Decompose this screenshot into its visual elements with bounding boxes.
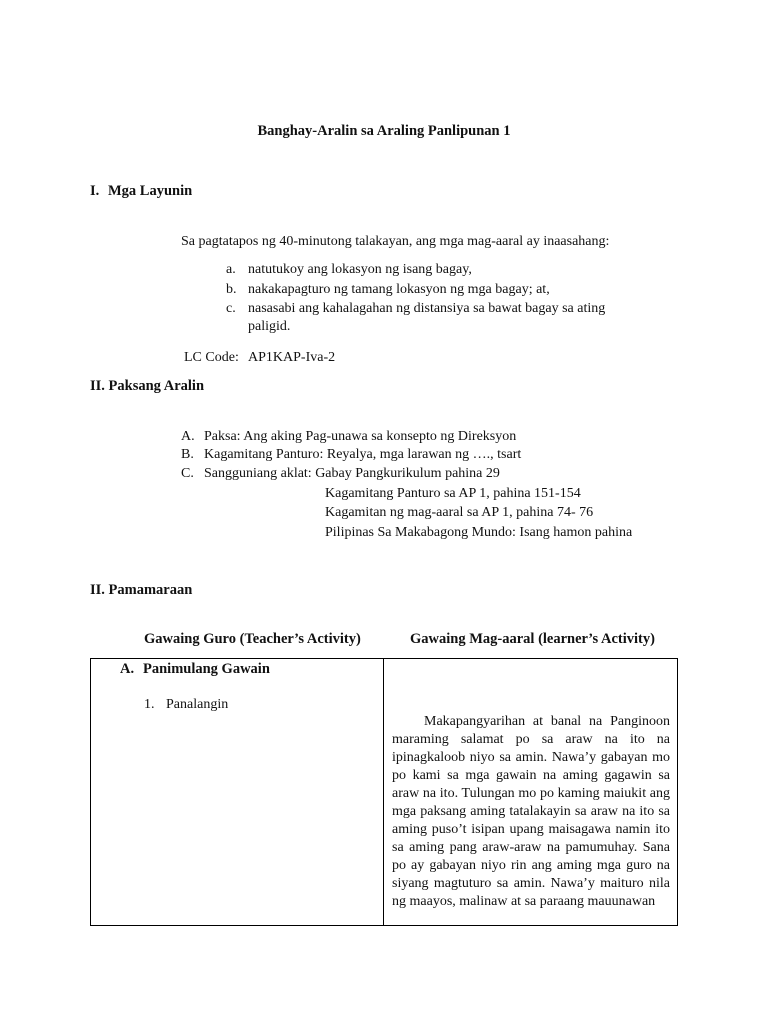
topic-marker-a: A. bbox=[181, 429, 195, 444]
topic-marker-b: B. bbox=[181, 447, 194, 462]
section-1-numeral: I. bbox=[90, 183, 100, 199]
prayer-text: Makapangyarihan at banal na Panginoon maraming salamat po sa araw na ito na ipinagkaloob niyo sa amin. Nawa’y gabayan mo po kami sa mga gawain na aming gagawin sa araw na ito. Tulungan mo po kaming maiukit ang mga paksang aming tatalakayin sa araw na ito sa aming puso’t isipan upang maisagawa namin ito sa aming pang araw-araw na pamumuhay. Sana po ay gabayan niyo rin ang aming mga guro na siyang magtuturo sa amin. Nawa’y maituro nila ng maayos, malinaw at sa paraang mauunawan bbox=[392, 714, 670, 909]
reference-2: Kagamitan ng mag-aaral sa AP 1, pahina 74- 76 bbox=[325, 505, 594, 520]
step-1-label: Panalangin bbox=[166, 697, 229, 712]
part-a-heading: Panimulang Gawain bbox=[143, 661, 270, 677]
objective-c: nasasabi ang kahalagahan ng distansiya sa bawat bagay sa ating bbox=[248, 301, 606, 316]
topic-item-b: Kagamitang Panturo: Reyalya, mga larawan ng …., tsart bbox=[204, 447, 522, 462]
topic-marker-c: C. bbox=[181, 466, 194, 481]
reference-3: Pilipinas Sa Makabagong Mundo: Isang hamon pahina bbox=[325, 525, 633, 540]
topic-item-a: Paksa: Ang aking Pag-unawa sa konsepto ng Direksyon bbox=[204, 429, 517, 444]
objective-b: nakakapagturo ng tamang lokasyon ng mga bagay; at, bbox=[248, 282, 550, 297]
activity-table-divider bbox=[383, 658, 384, 926]
objective-marker-a: a. bbox=[226, 262, 236, 277]
section-3-heading: II. Pamamaraan bbox=[90, 582, 193, 598]
step-1-marker: 1. bbox=[144, 697, 155, 712]
objective-marker-b: b. bbox=[226, 282, 237, 297]
part-a-marker: A. bbox=[120, 661, 135, 677]
section-2-heading: II. Paksang Aralin bbox=[90, 378, 205, 394]
document-title: Banghay-Aralin sa Araling Panlipunan 1 bbox=[257, 123, 511, 139]
learner-activity-header: Gawaing Mag-aaral (learner’s Activity) bbox=[410, 631, 655, 647]
objective-c-continuation: paligid. bbox=[248, 319, 291, 334]
section-1-heading: Mga Layunin bbox=[108, 183, 193, 199]
lc-code-label: LC Code: bbox=[184, 350, 239, 365]
topic-item-c: Sangguniang aklat: Gabay Pangkurikulum pahina 29 bbox=[204, 466, 500, 481]
objectives-intro: Sa pagtatapos ng 40-minutong talakayan, ang mga mag-aaral ay inaasahang: bbox=[181, 234, 610, 249]
reference-1: Kagamitang Panturo sa AP 1, pahina 151-154 bbox=[325, 486, 581, 501]
teacher-activity-header: Gawaing Guro (Teacher’s Activity) bbox=[144, 631, 361, 647]
lc-code-value: AP1KAP-Iva-2 bbox=[248, 350, 336, 365]
objective-marker-c: c. bbox=[226, 301, 236, 316]
objective-a: natutukoy ang lokasyon ng isang bagay, bbox=[248, 262, 472, 277]
